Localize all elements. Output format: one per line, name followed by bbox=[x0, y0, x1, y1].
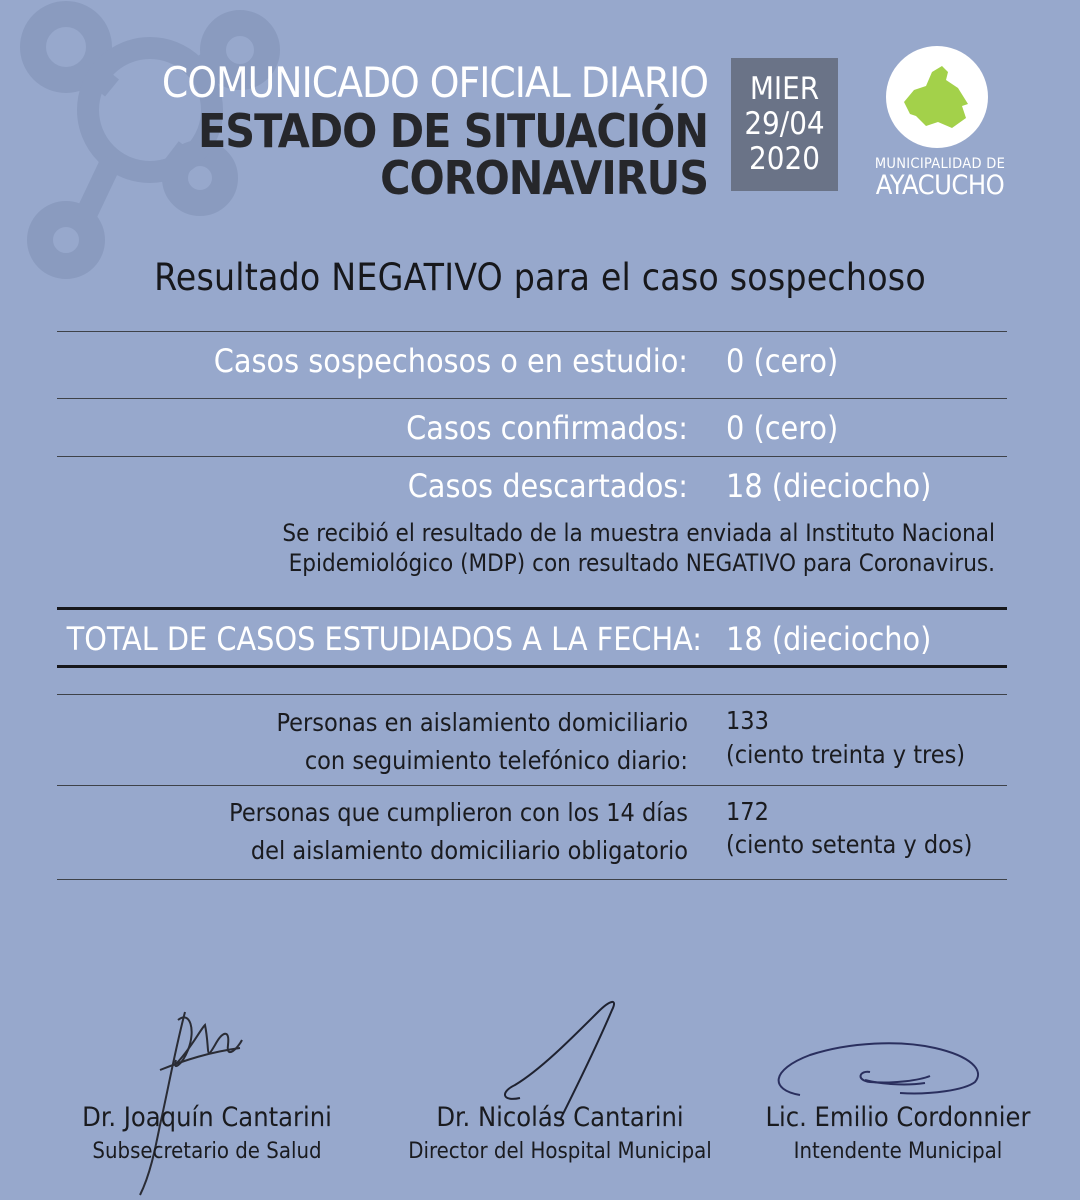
divider bbox=[57, 879, 1007, 880]
isolation-value: 133 bbox=[726, 706, 769, 735]
total-cases-value: 18 (dieciocho) bbox=[726, 620, 932, 658]
logo-text-ayacucho: AYACUCHO bbox=[875, 170, 1005, 201]
divider bbox=[57, 456, 1007, 457]
signatory-role: Intendente Municipal bbox=[793, 1139, 1003, 1164]
divider-thick bbox=[57, 665, 1007, 668]
date-box bbox=[731, 58, 838, 191]
signatory-2 bbox=[405, 1102, 715, 1164]
signatory-name: Lic. Emilio Cordonnier bbox=[765, 1102, 1031, 1133]
confirmed-cases-value: 0 (cero) bbox=[726, 409, 839, 447]
divider bbox=[57, 785, 1007, 786]
signatory-name: Dr. Joaquín Cantarini bbox=[82, 1102, 332, 1133]
header-title-line2: ESTADO DE SITUACIÓN bbox=[198, 104, 708, 158]
signatory-role: Director del Hospital Municipal bbox=[408, 1139, 712, 1164]
confirmed-cases-label: Casos confirmados: bbox=[406, 409, 688, 447]
signatory-1 bbox=[62, 1102, 352, 1164]
signature-emilio-cordonnier bbox=[779, 1043, 978, 1095]
signatory-3 bbox=[748, 1102, 1048, 1164]
municipality-logo bbox=[886, 46, 988, 148]
header-title-line3: CORONAVIRUS bbox=[380, 151, 708, 205]
divider-thick bbox=[57, 607, 1007, 610]
suspected-cases-label: Casos sospechosos o en estudio: bbox=[213, 342, 688, 380]
signatory-name: Dr. Nicolás Cantarini bbox=[436, 1102, 684, 1133]
signatures-drawing bbox=[0, 990, 1080, 1200]
completed-isolation-label-line1: Personas que cumplieron con los 14 días bbox=[229, 798, 688, 827]
header-title-line1: COMUNICADO OFICIAL DIARIO bbox=[161, 58, 708, 107]
isolation-label-line2: con seguimiento telefónico diario: bbox=[304, 746, 688, 775]
total-cases-label: TOTAL DE CASOS ESTUDIADOS A LA FECHA: bbox=[66, 620, 702, 658]
isolation-label-line1: Personas en aislamiento domiciliario bbox=[276, 708, 688, 737]
date-day: MIER bbox=[749, 71, 820, 107]
result-headline: Resultado NEGATIVO para el caso sospechoso bbox=[154, 256, 926, 299]
divider bbox=[57, 331, 1007, 332]
divider bbox=[57, 398, 1007, 399]
signatory-role: Subsecretario de Salud bbox=[92, 1139, 322, 1164]
discarded-cases-value: 18 (dieciocho) bbox=[726, 467, 932, 505]
completed-isolation-value-words: (ciento setenta y dos) bbox=[726, 830, 973, 859]
date-year: 2020 bbox=[749, 141, 820, 177]
suspected-cases-value: 0 (cero) bbox=[726, 342, 839, 380]
discarded-cases-label: Casos descartados: bbox=[407, 467, 688, 505]
completed-isolation-label-line2: del aislamiento domiciliario obligatorio bbox=[250, 836, 688, 865]
date-date: 29/04 bbox=[744, 106, 825, 142]
divider bbox=[57, 694, 1007, 695]
completed-isolation-value: 172 bbox=[726, 797, 769, 826]
logo-text-municipalidad: MUNICIPALIDAD DE bbox=[874, 156, 1006, 172]
ayacucho-map-icon bbox=[886, 46, 988, 148]
result-note-line2: Epidemiológico (MDP) con resultado NEGATIVO para Coronavirus. bbox=[288, 549, 995, 577]
result-note-line1: Se recibió el resultado de la muestra enviada al Instituto Nacional bbox=[282, 519, 995, 547]
isolation-value-words: (ciento treinta y tres) bbox=[726, 740, 966, 769]
